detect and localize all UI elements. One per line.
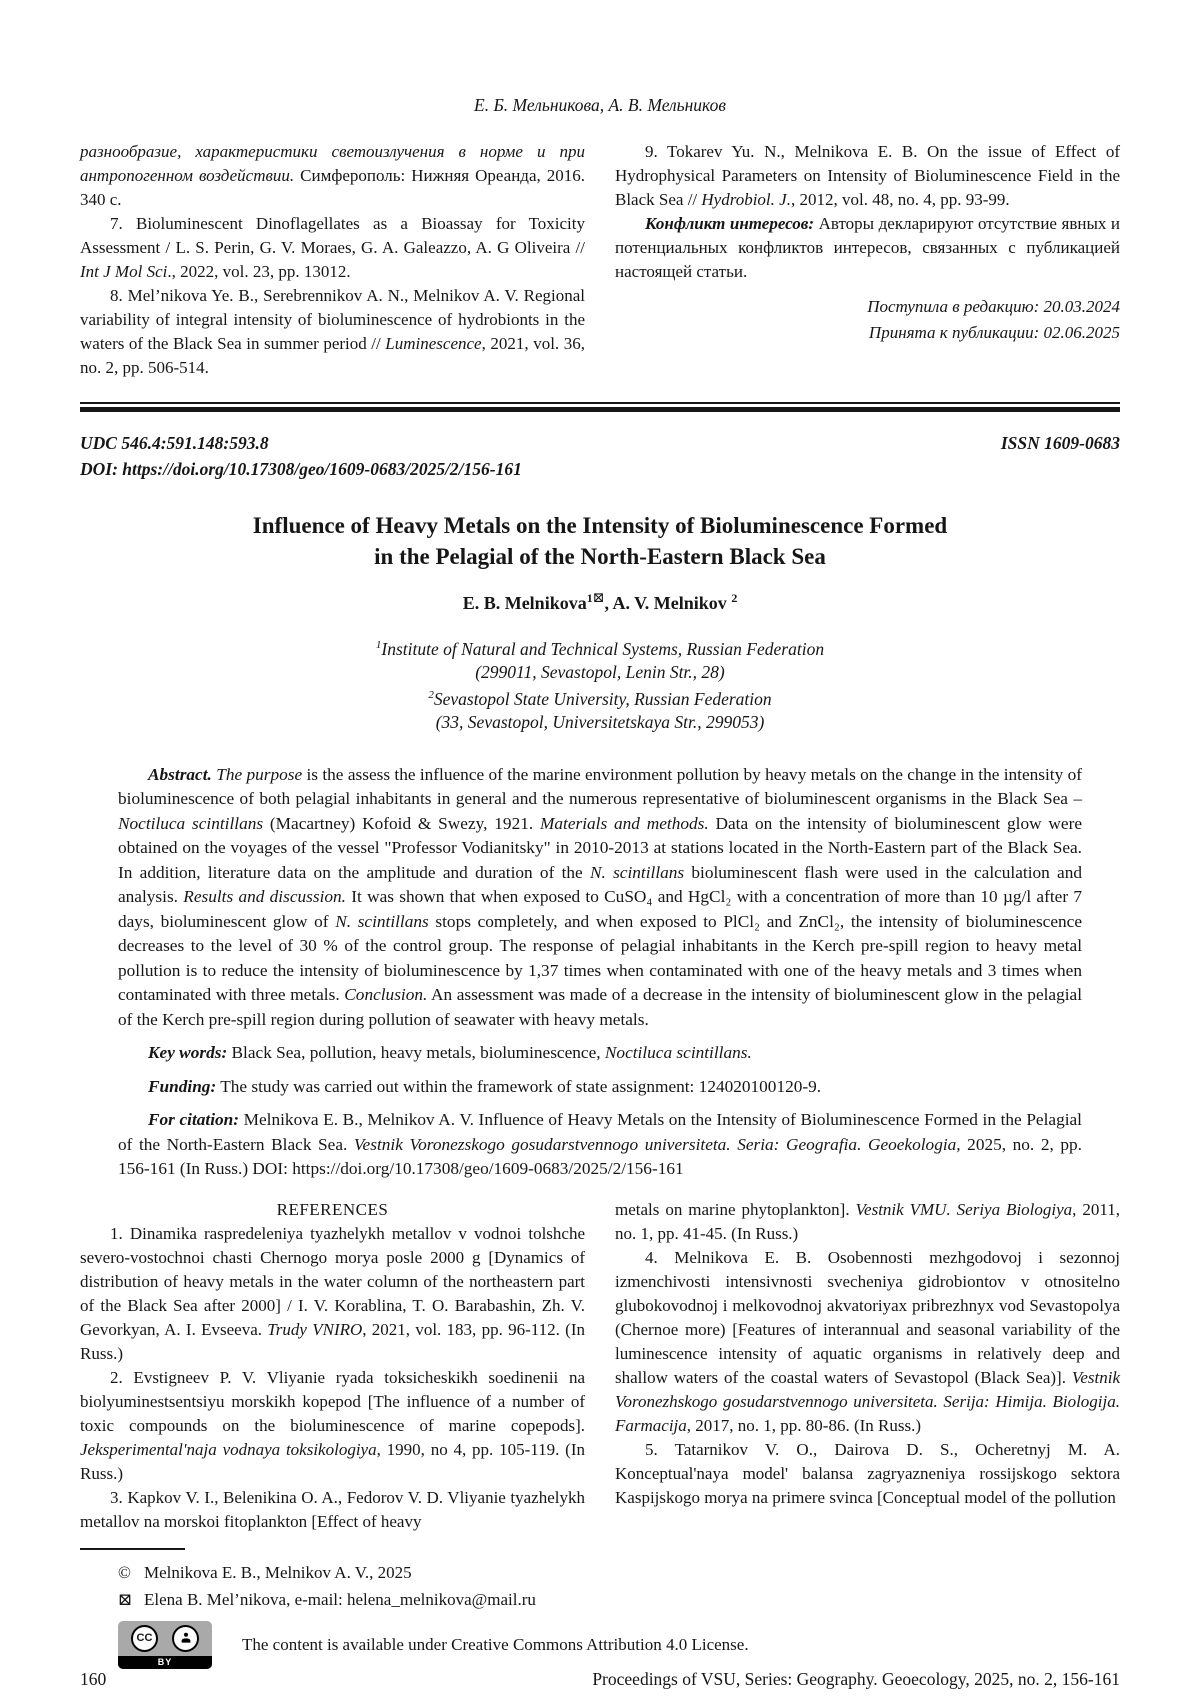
funding-line: Funding: The study was carried out within the framework of state assignment: 124020100120-9. (148, 1076, 822, 1096)
top-references-section (80, 140, 1120, 380)
author-1-name: E. B. Melnikova (462, 593, 587, 613)
separator-double-rule (80, 402, 1120, 412)
keywords-line: Key words: Black Sea, pollution, heavy metals, bioluminescence, Noctiluca scintillans. (148, 1043, 752, 1063)
license-text: The content is available under Creative Commons Attribution 4.0 License. (242, 1634, 749, 1654)
doi-line[interactable]: DOI: https://doi.org/10.17308/geo/1609-0683/2025/2/156-161 (80, 459, 522, 479)
affiliations-block (80, 634, 1120, 734)
page-number: 160 (80, 1668, 107, 1689)
reference-item-1: 1. Dinamika raspredeleniya tyazhelykh metallov v vodnoi tolshche severo-vostochnoi chasti Chernogo morya posle 2000 g [Dynamics of distribution of heavy metals in the water column of the northeastern part of the Black Sea after 2000] / I. V. Korablina, T. O. Barabashin, Zh. V. Gevorkyan, A. I. Evseeva. Trudy VNIRO, 2021, vol. 183, pp. 96-112. (In Russ.) (80, 1223, 585, 1363)
reference-7: 7. Bioluminescent Dinoflagellates as a Bioassay for Toxicity Assessment / L. S. Perin, G. V. Moraes, G. A. Galeazzo, A. G Oliveira // Int J Mol Sci., 2022, vol. 23, pp. 13012. (80, 214, 585, 281)
top-right-column (615, 140, 1120, 380)
abstract-section (118, 754, 1082, 1182)
reference-item-3: 3. Kapkov V. I., Belenikina O. A., Fedorov V. D. Vliyanie tyazhelykh metallov na morskoi fitoplankton [Effect of heavy (80, 1487, 585, 1531)
abstract-paragraph: Abstract. The purpose is the assess the influence of the marine environment pollution by heavy metals on the change in the intensity of bioluminescence of both pelagial inhabitants in general and the numerous representative of bioluminescent organisms in the Black Sea – Noctiluca scintillans (Macartney) Kofoid & Swezy, 1921. Materials and methods. Data on the intensity of bioluminescent glow were obtained on the voyages of the vessel "Professor Vodianitsky" in 2010-2013 at stations located in the North-Eastern part of the Black Sea. In addition, literature data on the amplitude and duration of the N. scintillans bioluminescent flash were used in the calculation and analysis. Results and discussion. It was shown that when exposed to CuSO₄ and HgCl₂ with a concentration of more than 10 µg/l after 7 days, bioluminescent glow of N. scintillans stops completely, and when exposed to PlCl₂ and ZnCl₂, the intensity of bioluminescence decreases to the level of 30 % of the control group. The response of pelagial inhabitants in the Kerch pre-spill region to heavy metal pollution is to reduce the intensity of bioluminescence by 1,37 times when contaminated with one of the heavy metals and 3 times when contaminated with three metals. Conclusion. An assessment was made of a decrease in the intensity of bioluminescent glow in the pelagial of the Kerch pre-spill region during pollution of seawater with heavy metals. (118, 764, 1083, 1029)
copyright-line (80, 1559, 1120, 1586)
top-left-column (80, 140, 585, 380)
rule-thin (80, 402, 1120, 404)
article-title-line-2: in the Pelagial of the North-Eastern Black Sea (374, 544, 826, 569)
correspondence-line[interactable] (80, 1586, 1120, 1613)
footnote-block (80, 1548, 1120, 1669)
reference-item-5: 5. Tatarnikov V. O., Dairova D. S., Ocheretnyj M. A. Konceptual'naya model' balansa zagryazneniya rossijskogo sektora Kaspijskogo morya na primere svinca [Conceptual model of the pollution (615, 1439, 1120, 1507)
reference-9: 9. Tokarev Yu. N., Melnikova E. B. On the issue of Effect of Hydrophysical Parameters on Intensity of Bioluminescence Field in the Black Sea // Hydrobiol. J., 2012, vol. 48, no. 4, pp. 93-99. (615, 142, 1120, 209)
references-left-column (80, 1198, 585, 1534)
cc-person-icon (172, 1625, 199, 1652)
correspondence-text: Elena B. Mel’nikova, e-mail: helena_melnikova@mail.ru (144, 1589, 536, 1609)
author-2-affiliation-marker: 2 (731, 591, 738, 605)
references-section (80, 1198, 1120, 1534)
reference-item-3-continuation: metals on marine phytoplankton]. Vestnik VMU. Seriya Biologiya, 2011, no. 1, pp. 41-45. (In Russ.) (615, 1199, 1120, 1243)
cc-by-badge (118, 1621, 212, 1669)
reference-8: 8. Mel’nikova Ye. B., Serebrennikov A. N., Melnikov A. V. Regional variability of integral intensity of bioluminescence of hydrobionts in the waters of the Black Sea in summer period // Luminescence, 2021, vol. 36, no. 2, pp. 506-514. (80, 286, 585, 377)
meta-row (80, 430, 1120, 456)
affiliation-1-address: (299011, Sevastopol, Lenin Str., 28) (475, 661, 725, 682)
envelope-icon: ⊠ (118, 1589, 133, 1609)
references-heading: REFERENCES (276, 1199, 389, 1219)
email-envelope-icon: ⊠ (592, 591, 605, 606)
affiliation-2-address: (33, Sevastopol, Universitetskaya Str., 299053) (435, 711, 765, 732)
citation-line: For citation: Melnikova E. B., Melnikov A. V. Influence of Heavy Metals on the Intensity of Bioluminescence Formed in the Pelagial of the North-Eastern Black Sea. Vestnik Voronezskogo gosudarstvennogo universiteta. Seria: Geografia. Geoekologia, 2025, no. 2, pp. 156-161 (In Russ.) DOI: https://doi.org/10.17308/geo/1609-0683/2025/2/156-161 (118, 1110, 1082, 1179)
affiliation-1: $^1$Institute of Natural and Technical Systems, Russian Federation (375, 638, 825, 659)
footnote-rule (80, 1548, 185, 1550)
reference-item-4: 4. Melnikova E. B. Osobennosti mezhgodovoj i sezonnoj izmenchivosti intensivnosti svecheniya gidrobiontov v otnositelno glubokovodnoj i melkovodnoj akvatoriyax pribrezhnyx vod Sevastopolya (Chernoe more) [Features of interannual and seasonal variability of the luminescence intensity of aquatic organisms in relatively deep and shallow waters of the coastal waters of Sevastopol (Black Sea)]. Vestnik Voronezhskogo gosudarstvennogo universiteta. Serija: Himija. Biologija. Farmacija, 2017, no. 1, pp. 80-86. (In Russ.) (615, 1247, 1120, 1435)
reference-item-2: 2. Evstigneev P. V. Vliyanie ryada toksicheskikh soedinenii na biolyuminestsentsiyu morskikh kopepod [The influence of a number of toxic compounds on the bioluminescence of marine copepods]. Jeksperimental'naja vodnaya toksikologiya, 1990, no 4, pp. 105-119. (In Russ.) (80, 1367, 586, 1483)
page-footer (80, 1669, 1120, 1690)
journal-footer-line: Proceedings of VSU, Series: Geography. Geoecology, 2025, no. 2, 156-161 (592, 1668, 1120, 1689)
accepted-date: Принята к публикации: 02.06.2025 (868, 323, 1120, 342)
copyright-text: Melnikova E. B., Melnikov A. V., 2025 (144, 1562, 412, 1582)
conflict-of-interest-statement: Конфликт интересов: Авторы декларируют отсутствие явных и потенциальных конфликтов интересов, связанных с публикацией настоящей статьи. (615, 214, 1121, 281)
received-date: Поступила в редакцию: 20.03.2024 (867, 297, 1120, 316)
author-1-affiliation-marker: 1 (586, 591, 593, 605)
references-right-column (615, 1198, 1120, 1534)
reference-6-continuation: разнообразие, характеристики светоизлучения в норме и при антропогенном воздействии. Симферополь: Нижняя Ореанда, 2016. 340 с. (80, 142, 585, 209)
udc-code: UDC 546.4:591.148:593.8 (80, 433, 269, 453)
article-title (80, 510, 1120, 572)
article-title-line-1: Influence of Heavy Metals on the Intensity of Bioluminescence Formed (252, 513, 948, 538)
rule-thick (80, 407, 1120, 412)
cc-logo-icon: CC (131, 1625, 158, 1652)
issn-code: ISSN 1609-0683 (1000, 433, 1120, 453)
cc-by-label: BY (118, 1656, 212, 1669)
running-head: Е. Б. Мельникова, А. В. Мельников (474, 95, 726, 115)
affiliation-2: $^2$Sevastopol State University, Russian Federation (428, 688, 772, 709)
license-row (80, 1621, 1120, 1669)
copyright-icon: © (118, 1562, 131, 1582)
authors-line (80, 590, 1120, 614)
author-2-name: , A. V. Melnikov (604, 593, 732, 613)
